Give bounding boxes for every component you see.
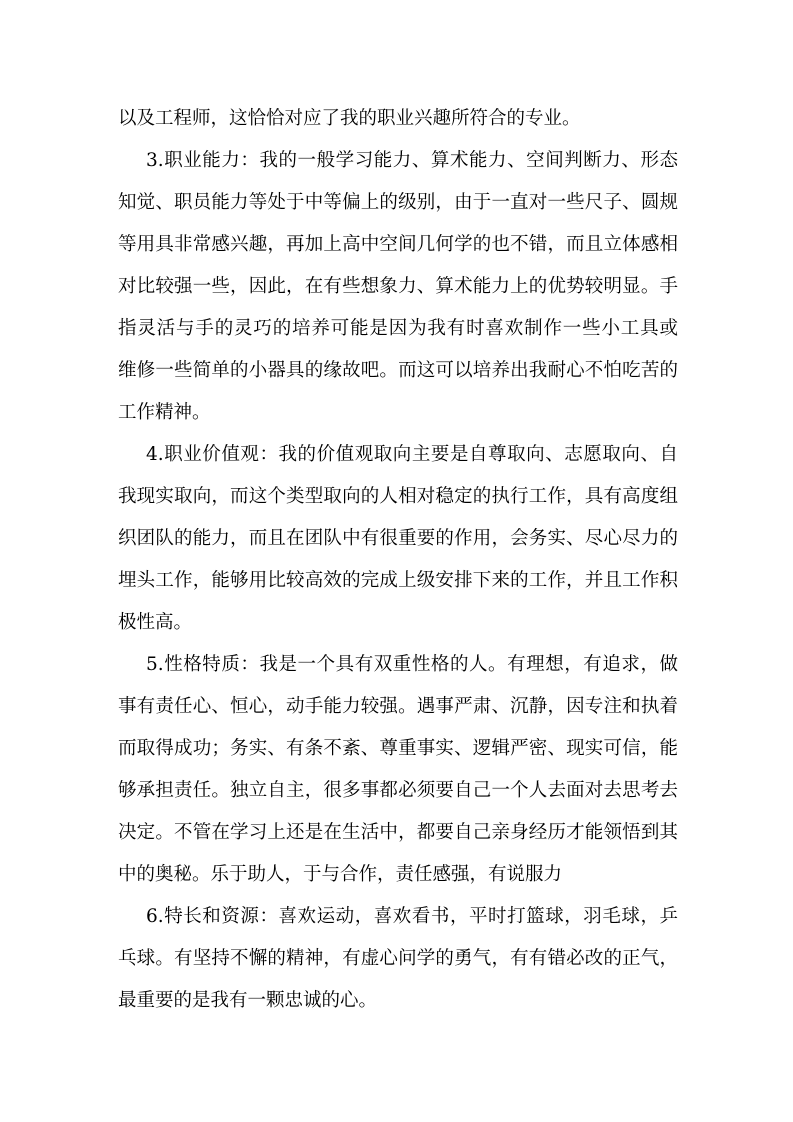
text-line: 维修一些简单的小器具的缘故吧。而这可以培养出我耐心不怕吃苦的 — [118, 360, 678, 381]
text-line: 对比较强一些，因此，在有些想象力、算术能力上的优势较明显。手 — [118, 276, 678, 297]
text-line: 中的奥秘。乐于助人，于与合作，责任感强，有说服力 — [118, 864, 563, 885]
text-line: 织团队的能力，而且在团队中有很重要的作用，会务实、尽心尽力的 — [118, 528, 678, 549]
text-line: 极性高。 — [118, 612, 193, 633]
text-line: 4.职业价值观：我的价值观取向主要是自尊取向、志愿取向、自 — [146, 444, 678, 465]
text-line: 决定。不管在学习上还是在生活中，都要自己亲身经历才能领悟到其 — [118, 822, 678, 843]
text-line: 事有责任心、恒心，动手能力较强。遇事严肃、沉静，因专注和执着 — [118, 696, 678, 717]
text-line: 埋头工作，能够用比较高效的完成上级安排下来的工作，并且工作积 — [118, 570, 678, 591]
text-line: 知觉、职员能力等处于中等偏上的级别，由于一直对一些尺子、圆规 — [118, 192, 678, 213]
text-line: 等用具非常感兴趣，再加上高中空间几何学的也不错，而且立体感相 — [118, 234, 678, 255]
text-line: 而取得成功；务实、有条不紊、尊重事实、逻辑严密、现实可信，能 — [118, 738, 678, 759]
text-line: 工作精神。 — [118, 402, 211, 423]
text-line: 够承担责任。独立自主，很多事都必须要自己一个人去面对去思考去 — [118, 780, 678, 801]
text-line: 5.性格特质：我是一个具有双重性格的人。有理想，有追求，做 — [146, 654, 678, 675]
text-line: 3.职业能力：我的一般学习能力、算术能力、空间判断力、形态 — [146, 150, 678, 171]
text-line: 6.特长和资源：喜欢运动，喜欢看书，平时打篮球，羽毛球，乒 — [146, 906, 678, 927]
text-line: 我现实取向，而这个类型取向的人相对稳定的执行工作，具有高度组 — [118, 486, 678, 507]
text-line: 以及工程师，这恰恰对应了我的职业兴趣所符合的专业。 — [118, 108, 581, 129]
text-line: 最重要的是我有一颗忠诚的心。 — [118, 990, 378, 1011]
text-line: 指灵活与手的灵巧的培养可能是因为我有时喜欢制作一些小工具或 — [118, 318, 678, 339]
text-line: 乓球。有坚持不懈的精神，有虚心问学的勇气，有有错必改的正气， — [118, 948, 678, 969]
